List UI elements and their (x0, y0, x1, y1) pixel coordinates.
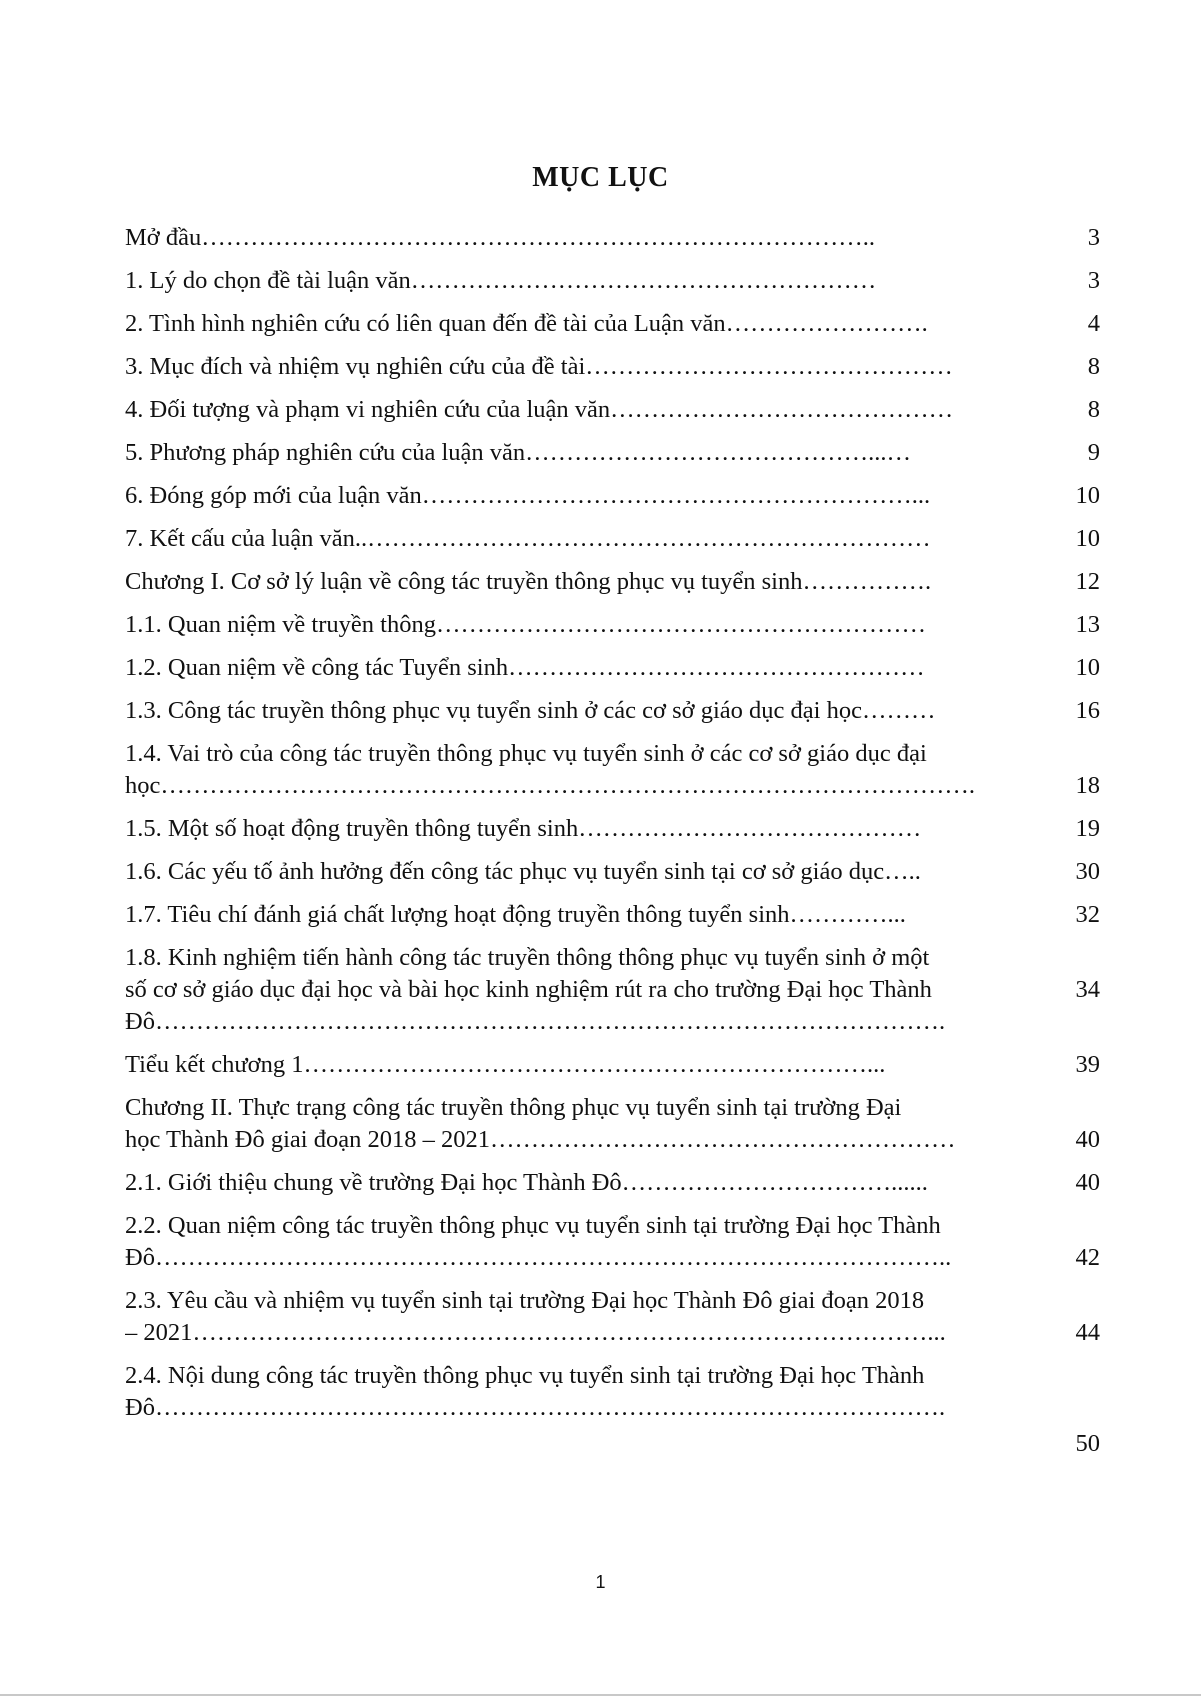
toc-entry-text: 2.3. Yêu cầu và nhiệm vụ tuyển sinh tại trường Đại học Thành Đô giai đoạn 2018 – 2021………………………………………………………………………………... (125, 1287, 946, 1346)
toc-entry-text: 2. Tình hình nghiên cứu có liên quan đến đề tài của Luận văn……………………. (125, 310, 928, 337)
toc-entry-1[interactable] (125, 265, 1100, 297)
toc-entry-text: 6. Đóng góp mới của luận văn……………………………………………………... (125, 482, 931, 509)
toc-entry-page: 19 (1075, 815, 1100, 842)
toc-entry-3[interactable] (125, 351, 1100, 383)
toc-entry-page: 39 (1075, 1051, 1100, 1078)
toc-entry-7[interactable] (125, 523, 1100, 555)
toc-entry-text: 3. Mục đích và nhiệm vụ nghiên cứu của đề tài……………………………………… (125, 353, 953, 380)
toc-entry-6[interactable] (125, 480, 1100, 512)
toc-entry-page: 3 (1087, 267, 1100, 294)
toc-entry-page: 9 (1087, 439, 1100, 466)
toc-entry-chapter-1-summary[interactable] (125, 1049, 1100, 1081)
toc-entry-1-2[interactable] (125, 652, 1100, 684)
toc-entry-text: 2.4. Nội dung công tác truyền thông phục vụ tuyển sinh tại trường Đại học Thành Đô……………………………………………………………………………………. (125, 1362, 946, 1421)
toc-entry-text: Chương I. Cơ sở lý luận về công tác truyền thông phục vụ tuyển sinh……………. (125, 568, 932, 595)
toc-entry-text: 1.2. Quan niệm về công tác Tuyển sinh…………………………………………… (125, 654, 925, 681)
page-title: MỤC LỤC (532, 162, 669, 193)
toc-entry-text: 1.7. Tiêu chí đánh giá chất lượng hoạt động truyền thông tuyển sinh…………... (125, 901, 906, 928)
toc-entry-text: 4. Đối tượng và phạm vi nghiên cứu của luận văn…………………………………… (125, 396, 954, 423)
toc-entry-page: 4 (1087, 310, 1100, 337)
toc-entry-1-4[interactable] (125, 738, 1100, 802)
toc-entry-2-1[interactable] (125, 1167, 1100, 1199)
toc-entry-page: 42 (1075, 1244, 1100, 1271)
toc-entry-page: 50 (1075, 1430, 1100, 1457)
toc-entry-2[interactable] (125, 308, 1100, 340)
toc-entry-page: 40 (1075, 1126, 1100, 1153)
toc-entry-1-3[interactable] (125, 695, 1100, 727)
toc-entry-1-7[interactable] (125, 899, 1100, 931)
toc-entry-page: 10 (1075, 482, 1100, 509)
toc-entry-text: 7. Kết cấu của luận văn..…………………………………………………………… (125, 525, 931, 552)
toc-entry-page: 18 (1075, 772, 1100, 799)
toc-entry-2-4[interactable] (125, 1360, 1100, 1424)
toc-entry-page: 12 (1075, 568, 1100, 595)
toc-entry-2-2[interactable] (125, 1210, 1100, 1274)
toc-entry-page: 8 (1087, 396, 1100, 423)
toc-entry-1-8[interactable] (125, 942, 1100, 1038)
toc-entry-page: 30 (1075, 858, 1100, 885)
toc-entry-page: 16 (1075, 697, 1100, 724)
toc-entry-chapter-2[interactable] (125, 1092, 1100, 1156)
toc-entry-page: 40 (1075, 1169, 1100, 1196)
toc-entry-text: 1.6. Các yếu tố ảnh hưởng đến công tác phục vụ tuyển sinh tại cơ sở giáo dục….. (125, 858, 921, 885)
toc-entry-1-5[interactable] (125, 813, 1100, 845)
page-bottom-edge (0, 1694, 1201, 1696)
toc-entry-2-3[interactable] (125, 1285, 1100, 1349)
toc-entry-mo-dau[interactable] (125, 222, 1100, 254)
toc-entry-page: 10 (1075, 654, 1100, 681)
toc-entry-text: 1.1. Quan niệm về truyền thông…………………………………………………… (125, 611, 926, 638)
toc-entry-text: 1.4. Vai trò của công tác truyền thông phục vụ tuyển sinh ở các cơ sở giáo dục đại học………………………………………………………………………………………. (125, 740, 975, 799)
toc-entry-text: 2.1. Giới thiệu chung về trường Đại học Thành Đô……………………………...... (125, 1169, 928, 1196)
toc-entry-text: 1.5. Một số hoạt động truyền thông tuyển sinh…………………………………… (125, 815, 922, 842)
toc-entry-page: 44 (1075, 1319, 1100, 1346)
toc-entry-page: 3 (1087, 224, 1100, 251)
toc-entry-page: 32 (1075, 901, 1100, 928)
toc-entry-page: 10 (1075, 525, 1100, 552)
toc-trailing-page-row (125, 1428, 1100, 1460)
toc-entry-text: Chương II. Thực trạng công tác truyền thông phục vụ tuyển sinh tại trường Đại học Thành Đô giai đoạn 2018 – 2021………………………………………………… (125, 1094, 956, 1153)
toc-entry-page: 8 (1087, 353, 1100, 380)
toc-entry-page: 34 (1075, 976, 1100, 1003)
toc-entry-page: 13 (1075, 611, 1100, 638)
toc-entry-text: 1.8. Kinh nghiệm tiến hành công tác truyền thông thông phục vụ tuyển sinh ở một số cơ sở giáo dục đại học và bài học kinh nghiệm rút ra cho trường Đại học Thành Đô……………………………………………………………………………………. (125, 944, 946, 1035)
toc-entry-text: 1.3. Công tác truyền thông phục vụ tuyển sinh ở các cơ sở giáo dục đại học……… (125, 697, 936, 724)
toc-entry-chapter-1[interactable] (125, 566, 1100, 598)
toc-entry-text: 1. Lý do chọn đề tài luận văn………………………………………………… (125, 267, 877, 294)
toc-entry-text: 2.2. Quan niệm công tác truyền thông phục vụ tuyển sinh tại trường Đại học Thành Đô…………………………………………………………………………………….. (125, 1212, 952, 1271)
toc-entry-text: Tiểu kết chương 1……………………………………………………………... (125, 1051, 886, 1078)
toc-entry-text: 5. Phương pháp nghiên cứu của luận văn……………………………………...… (125, 439, 911, 466)
page-number: 1 (595, 1572, 606, 1592)
toc-entry-1-6[interactable] (125, 856, 1100, 888)
toc-entry-text: Mở đầu……………………………………………………………………….. (125, 224, 875, 251)
toc-entry-5[interactable] (125, 437, 1100, 469)
toc-entry-1-1[interactable] (125, 609, 1100, 641)
table-of-contents (125, 222, 1100, 1460)
toc-entry-4[interactable] (125, 394, 1100, 426)
